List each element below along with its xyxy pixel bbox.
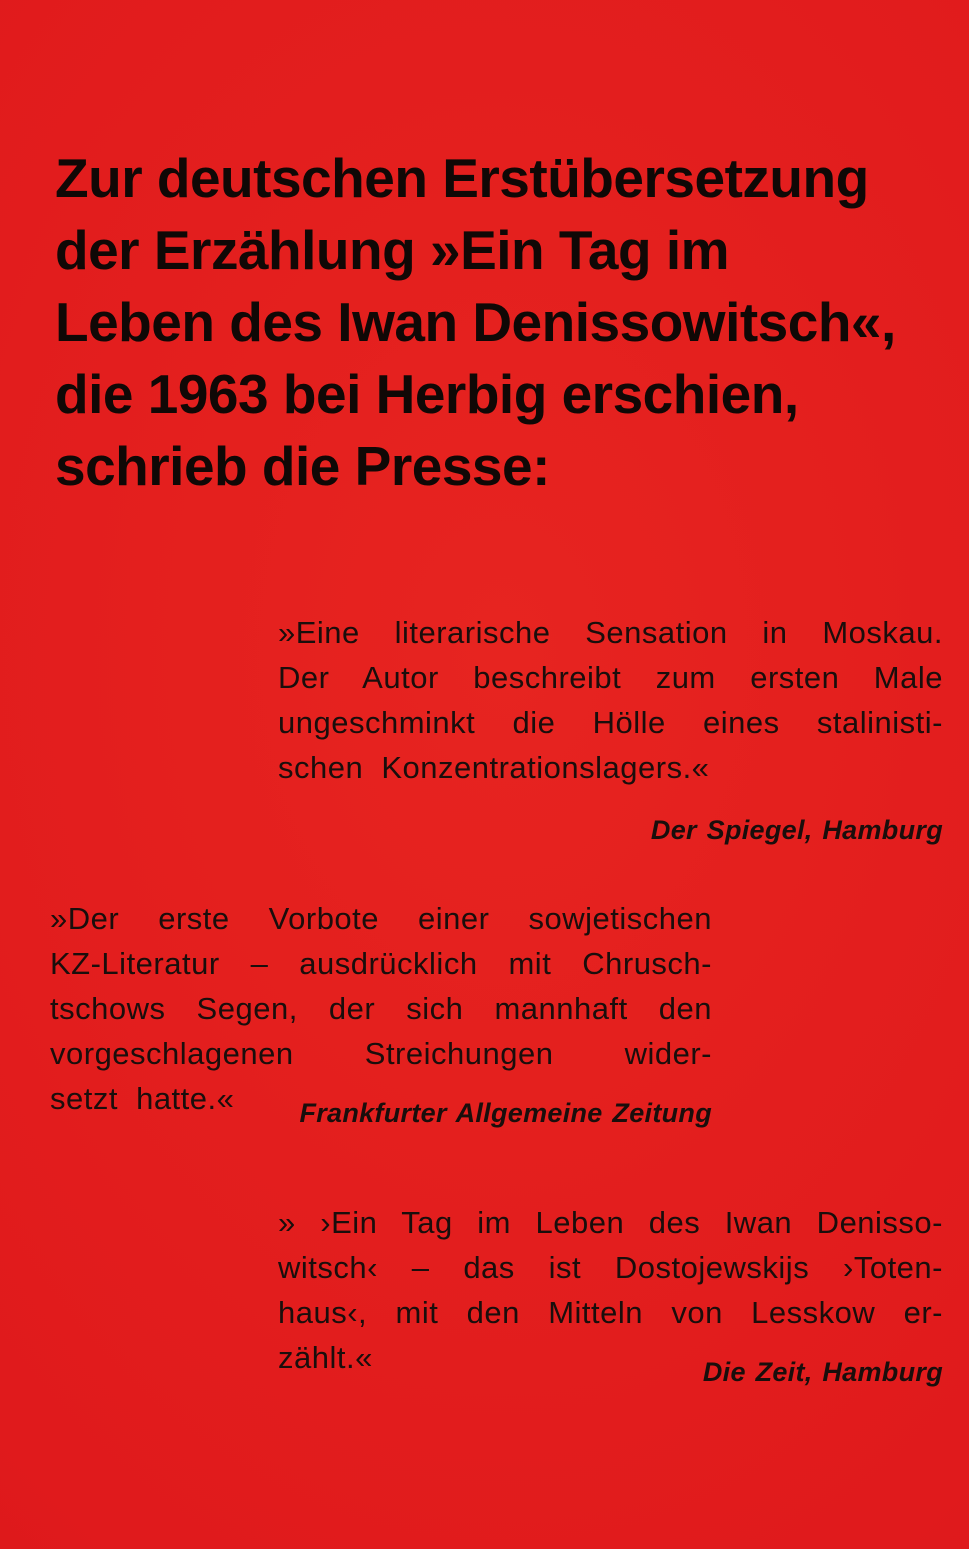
quote-line: witsch‹ – das ist Dostojewskijs ›Toten- bbox=[278, 1250, 943, 1285]
quote-attribution: Der Spiegel, Hamburg bbox=[650, 815, 943, 845]
headline-line: Zur deutschen Erstübersetzung bbox=[55, 147, 869, 209]
headline-line: die 1963 bei Herbig erschien, bbox=[55, 363, 799, 425]
headline bbox=[55, 142, 955, 502]
quote-line: Der Autor beschreibt zum ersten Male bbox=[278, 660, 943, 695]
quote-line: schen Konzentrationslagers.« bbox=[278, 750, 710, 785]
headline-line: schrieb die Presse: bbox=[55, 435, 550, 497]
headline-line: der Erzählung »Ein Tag im bbox=[55, 219, 730, 281]
quote-line: »Eine literarische Sensation in Moskau. bbox=[278, 615, 943, 650]
quote-faz bbox=[50, 896, 712, 1128]
quote-line: ungeschminkt die Hölle eines stalinisti- bbox=[278, 705, 943, 740]
quote-line: »Der erste Vorbote einer sowjetischen bbox=[50, 901, 712, 936]
quote-line: vorgeschlagenen Streichungen wider- bbox=[50, 1036, 712, 1071]
quote-line: KZ-Literatur – ausdrücklich mit Chrusch- bbox=[50, 946, 712, 981]
quote-line: tschows Segen, der sich mannhaft den bbox=[50, 991, 712, 1026]
quote-line: » ›Ein Tag im Leben des Iwan Denisso- bbox=[278, 1205, 943, 1240]
quote-attribution: Frankfurter Allgemeine Zeitung bbox=[299, 1098, 712, 1128]
quote-attribution: Die Zeit, Hamburg bbox=[702, 1357, 943, 1387]
quote-die-zeit bbox=[278, 1200, 943, 1387]
quote-line: setzt hatte.« bbox=[50, 1081, 235, 1116]
quote-line: zählt.« bbox=[278, 1340, 373, 1375]
quote-line: haus‹, mit den Mitteln von Lesskow er- bbox=[278, 1295, 943, 1330]
quote-der-spiegel bbox=[278, 610, 943, 853]
headline-line: Leben des Iwan Denissowitsch«, bbox=[55, 291, 896, 353]
